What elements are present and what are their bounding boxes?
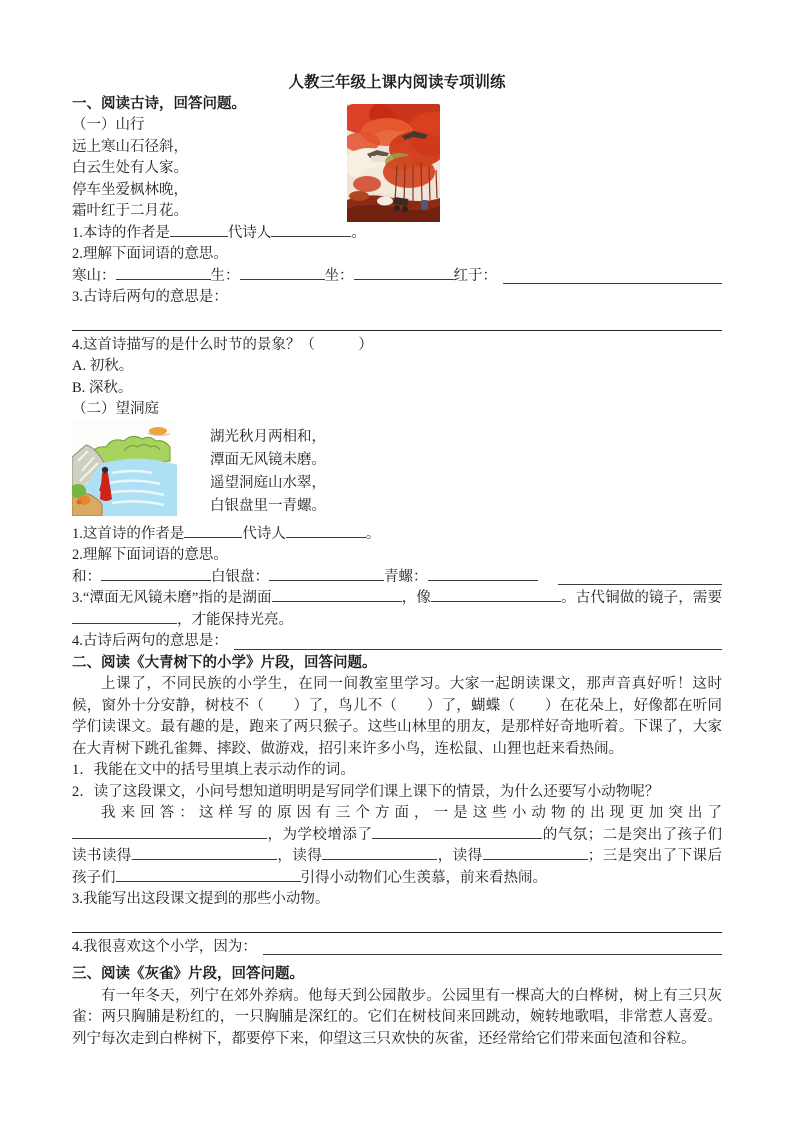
shanxing-painting-image	[347, 104, 440, 222]
fill-blank	[116, 266, 211, 280]
fill-blank	[354, 266, 454, 280]
section2-question-4: 4.我很喜欢这个小学，因为：	[72, 937, 722, 959]
fill-blank	[101, 567, 211, 581]
page-title: 人教三年级上课内阅读专项训练	[288, 74, 506, 91]
fill-blank	[271, 223, 351, 237]
fill-blank	[184, 524, 242, 538]
section-2-header: 二、阅读《大青树下的小学》片段，回答问题。	[72, 654, 377, 671]
wangdongting-illustration-image	[72, 421, 177, 516]
poem-shanxing-line: 白云生处有人家。	[72, 160, 188, 176]
poem-shanxing-line: 停车坐爱枫林晚，	[72, 181, 188, 198]
answer-line	[72, 309, 722, 331]
section2-question-1: 1．我能在文中的括号里填上表示动作的词。	[72, 762, 355, 778]
fill-blank	[503, 269, 722, 284]
answer-line	[72, 911, 722, 933]
section2-answer-frame: 我来回答：这样写的原因有三个方面，一是这些小动物的出现更加突出了，为学校增添了 的气氛；二是突出了孩子们读书读得 ，读得 ，读得 ；三是突出了下课后孩子们 引得小动物们心生羡慕，前来看热闹。	[72, 805, 723, 886]
poem2-question-mirror: 3.“潭面无风镜未磨”指的是湖面 ，像 。古代铜做的镜子，需要，才能保持光亮。	[72, 590, 723, 628]
huique-passage: 有一年冬天，列宁在郊外养病。他每天到公园散步。公园里有一棵高大的白桦树，树上有三只灰雀：两只胸脯是粉红的，一只胸脯是深红的。它们在树枝间来回跳动，婉转地歌唱，非常惹人喜爱。列宁每次走到白桦树下，都要停下来，仰望这三只欢快的灰雀，还经常给它们带来面包渣和谷粒。	[72, 987, 722, 1047]
fill-blank	[372, 825, 542, 839]
poem2-question-words: 2.理解下面词语的意思。	[72, 547, 228, 563]
section2-question-2: 2．读了这段课文，小问号想知道明明是写同学们课上课下的情景，为什么还要写小动物呢？	[72, 783, 660, 800]
fill-blank	[558, 570, 723, 585]
poem-shanxing-line: 远上寒山石径斜，	[72, 138, 188, 155]
fill-blank	[269, 567, 384, 581]
poem2-question-meaning: 4.古诗后两句的意思是：	[72, 631, 722, 653]
poem-wangdongting-subtitle: （二）望洞庭	[72, 401, 159, 417]
fill-blank	[272, 588, 402, 602]
poem-shanxing-line: 霜叶红于二月花。	[72, 203, 188, 219]
poem-shanxing-subtitle: （一）山行	[72, 117, 145, 133]
poem2-question-author: 1.这首诗的作者是 代诗人 。	[72, 525, 381, 542]
poem1-question-meaning: 3.古诗后两句的意思是：	[72, 289, 228, 305]
fill-blank	[428, 567, 538, 581]
option-b: B. 深秋。	[72, 379, 133, 396]
option-a: A. 初秋。	[72, 358, 134, 374]
poem1-terms-row: 寒山： 生： 坐： 红于：	[72, 266, 722, 288]
fill-blank	[116, 868, 301, 882]
fill-blank	[483, 846, 588, 860]
fill-blank	[286, 524, 366, 538]
poem1-question-season: 4.这首诗描写的是什么时节的景象？（ ）	[72, 336, 373, 353]
fill-blank	[263, 940, 722, 955]
fill-blank	[234, 635, 722, 650]
poem-wangdongting-line: 湖光秋月两相和，	[210, 428, 326, 445]
fill-blank	[431, 588, 561, 602]
fill-blank	[72, 825, 267, 839]
poem-wangdongting-line: 潭面无风镜未磨。	[210, 451, 326, 468]
section-1-header: 一、阅读古诗，回答问题。	[72, 95, 246, 112]
poem1-question-words: 2.理解下面词语的意思。	[72, 246, 228, 262]
fill-blank	[170, 223, 228, 237]
poem-wangdongting-line: 白银盘里一青螺。	[210, 497, 326, 514]
poem-wangdongting-line: 遥望洞庭山水翠，	[210, 474, 326, 491]
daqingshu-passage: 上课了，不同民族的小学生，在同一间教室里学习。大家一起朗读课文，那声音真好听！这时候，窗外十分安静，树枝不（ ）了，鸟儿不（ ）了，蝴蝶（ ）在花朵上，好像都在听同学们读课文。最有趣的是，跑来了两只猴子。这些山林里的朋友，是那样好奇地听着。下课了，大家在大青树下跳孔雀舞、摔跤、做游戏，招引来许多小鸟，连松鼠、山狸也赶来看热闹。	[72, 676, 722, 757]
poem1-question-author: 1.本诗的作者是 代诗人 。	[72, 224, 366, 241]
poem2-terms-row: 和： 白银盘： 青螺：	[72, 567, 722, 589]
fill-blank	[132, 846, 277, 860]
poem-wangdongting-block	[72, 421, 722, 518]
section-3-header: 三、阅读《灰雀》片段，回答问题。	[72, 966, 304, 982]
section2-question-3: 3.我能写出这段课文提到的那些小动物。	[72, 891, 330, 907]
poem-wangdongting-lines	[210, 421, 326, 518]
fill-blank	[240, 266, 325, 280]
fill-blank	[322, 846, 437, 860]
section-gushi	[72, 94, 722, 223]
fill-blank	[72, 610, 177, 624]
